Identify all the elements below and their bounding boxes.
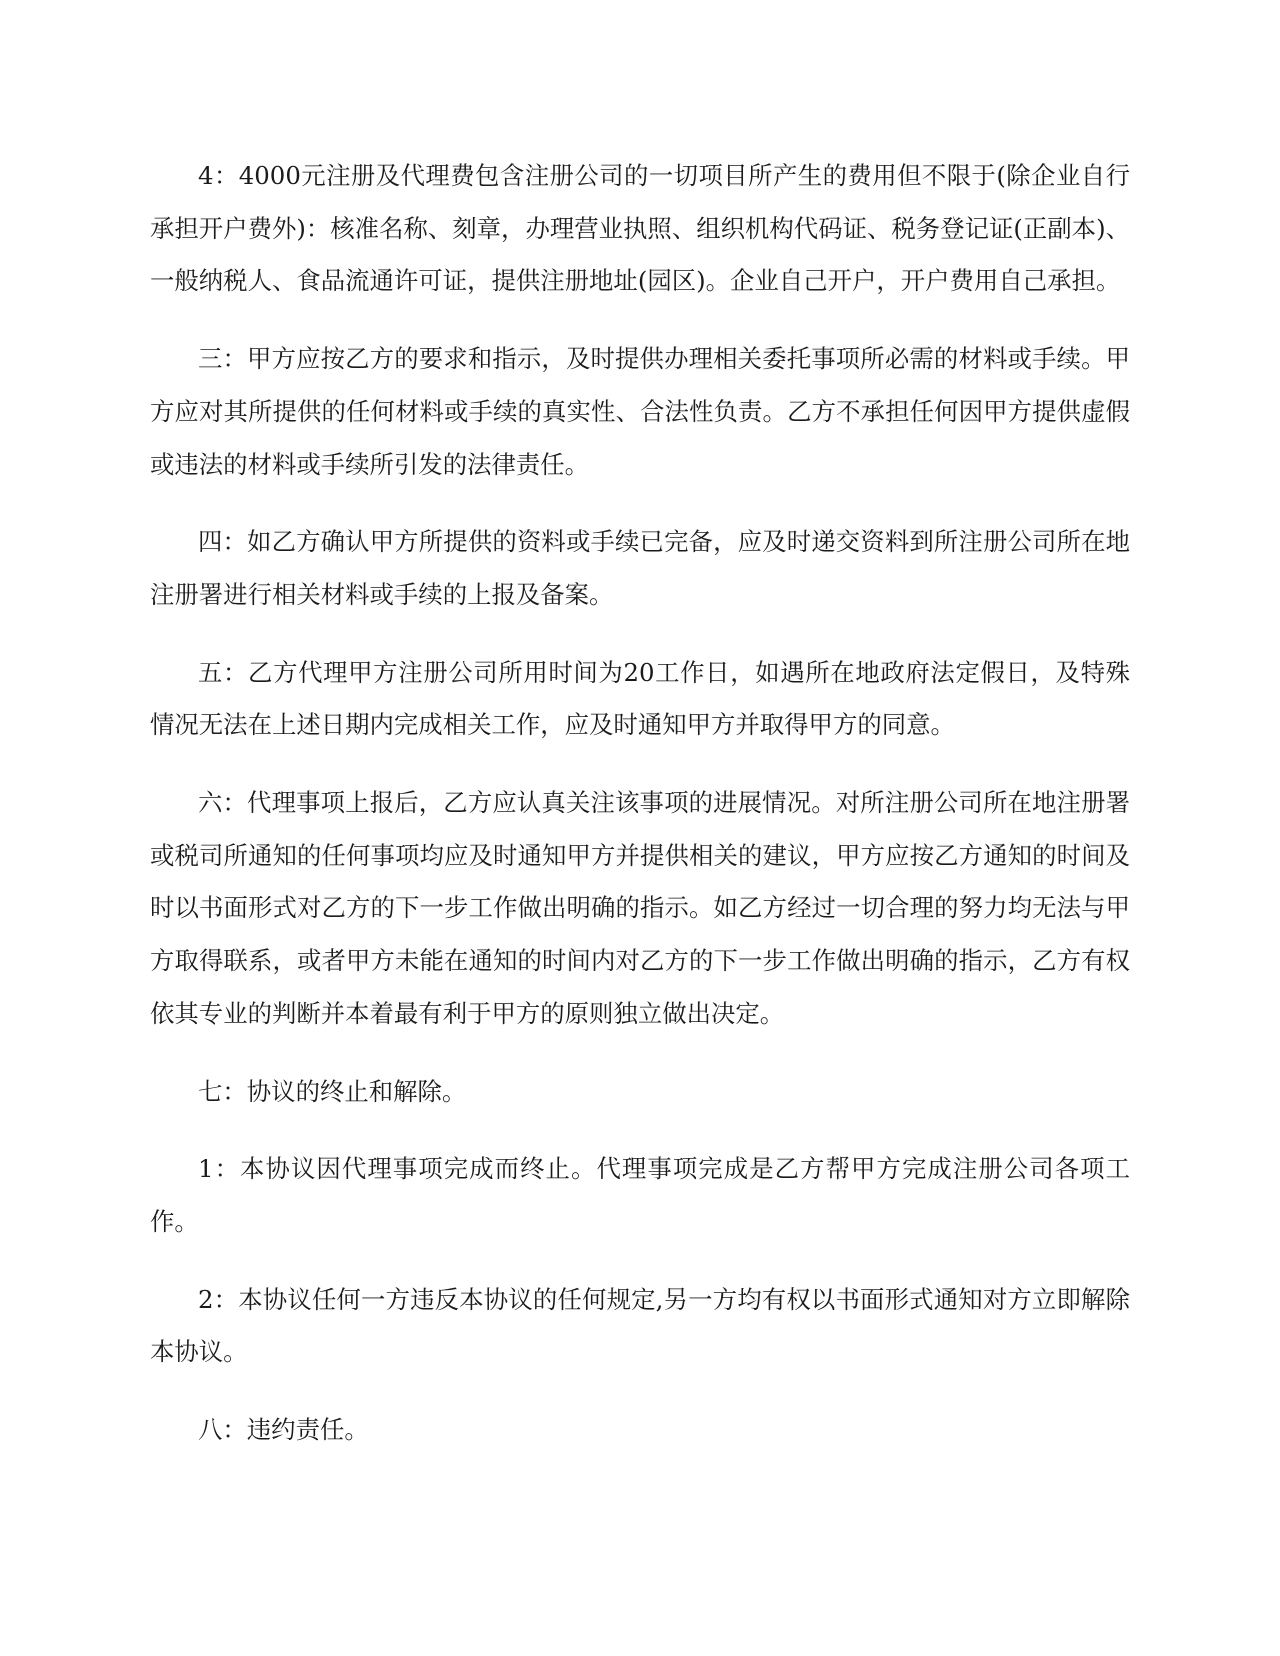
heading-clause-7: 七：协议的终止和解除。 — [198, 1076, 467, 1106]
paragraph-clause-6: 六：代理事项上报后，乙方应认真关注该事项的进展情况。对所注册公司所在地注册署或税司所通知的任何事项均应及时通知甲方并提供相关的建议，甲方应按乙方通知的时间及时以书面形式对乙方的下一步工作做出明确的指示。如乙方经过一切合理的努力均无法与甲方取得联系，或者甲方未能在通知的时间内对乙方的下一步工作做出明确的指示，乙方有权依其专业的判断并本着最有利于甲方的原则独立做出决定。 — [150, 788, 1130, 1028]
document-page — [150, 150, 1130, 1482]
paragraph-clause-4: 四：如乙方确认甲方所提供的资料或手续已完备，应及时递交资料到所注册公司所在地注册署进行相关材料或手续的上报及备案。 — [150, 527, 1130, 609]
paragraph-clause-5: 五：乙方代理甲方注册公司所用时间为20工作日，如遇所在地政府法定假日，及特殊情况无法在上述日期内完成相关工作，应及时通知甲方并取得甲方的同意。 — [150, 657, 1130, 740]
paragraph-fee-scope: 4：4000元注册及代理费包含注册公司的一切项目所产生的费用但不限于(除企业自行承担开户费外)：核准名称、刻章，办理营业执照、组织机构代码证、税务登记证(正副本)、一般纳税人、食品流通许可证，提供注册地址(园区)。企业自己开户，开户费用自己承担。 — [150, 161, 1130, 296]
heading-clause-8: 八：违约责任。 — [198, 1415, 369, 1445]
paragraph-clause-7-2: 2：本协议任何一方违反本协议的任何规定,另一方均有权以书面形式通知对方立即解除本协议。 — [150, 1284, 1130, 1367]
paragraph-clause-3: 三：甲方应按乙方的要求和指示，及时提供办理相关委托事项所必需的材料或手续。甲方应对其所提供的任何材料或手续的真实性、合法性负责。乙方不承担任何因甲方提供虚假或违法的材料或手续所引发的法律责任。 — [150, 344, 1130, 479]
paragraph-clause-7-1: 1：本协议因代理事项完成而终止。代理事项完成是乙方帮甲方完成注册公司各项工作。 — [150, 1154, 1130, 1236]
